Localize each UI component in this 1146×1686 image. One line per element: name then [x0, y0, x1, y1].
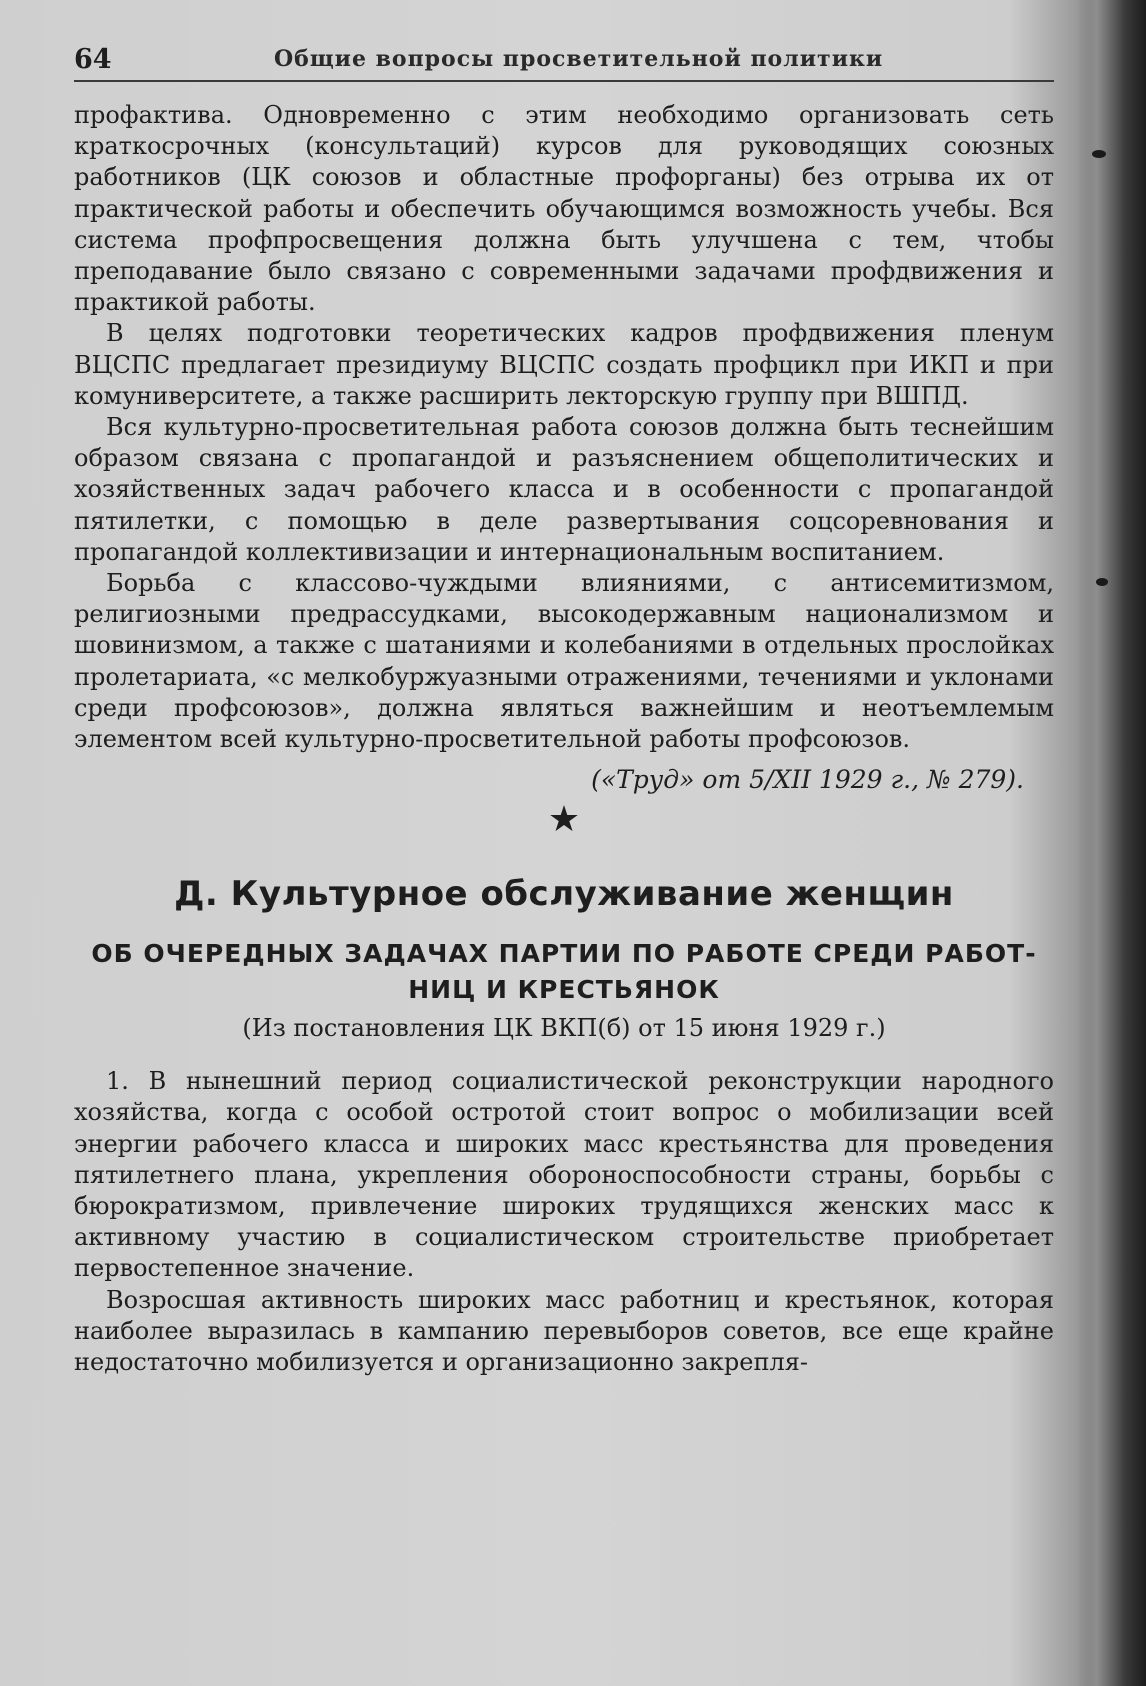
paragraph: Возросшая активность широких масс работниц и крестьянок, которая наиболее выразилась в кампанию перевыборов советов, все еще крайне недостаточно мобилизуется и организационно закрепля- [74, 1285, 1054, 1377]
ink-speck [1096, 578, 1108, 586]
running-head [74, 40, 1054, 82]
section-1-body [74, 100, 1054, 755]
document-subtitle: (Из постановления ЦК ВКП(б) от 15 июня 1929 г.) [242, 1014, 886, 1043]
document-title-line: НИЦ И КРЕСТЬЯНОК [408, 975, 720, 1005]
document-title [74, 936, 1054, 1008]
page-content [74, 40, 1054, 1378]
section-2-body [74, 1066, 1054, 1378]
book-spine-shadow [1076, 0, 1146, 1686]
section-title: Д. Культурное обслуживание женщин [174, 874, 954, 915]
paragraph: Борьба с классово-чуждыми влияниями, с антисемитизмом, религиозными предрассудками, высокодержавным национализмом и шовинизмом, а также с шатаниями и колебаниями в отдельных прослойках пролетариата, «с мелкобуржуазными отражениями, течениями и уклонами среди профсоюзов», должна являться важнейшим и неотъемлемым элементом всей культурно-просветительной работы профсоюзов. [74, 569, 1054, 754]
paragraph: Вся культурно-просветительная работа союзов должна быть теснейшим образом связана с пропагандой и разъяснением общеполитических и хозяйственных задач рабочего класса и в особенности с пропагандой пятилетки, с помощью в деле развертывания соцсоревнования и пропагандой коллективизации и интернациональным воспитанием. [74, 413, 1054, 566]
paragraph: В целях подготовки теоретических кадров профдвижения пленум ВЦСПС предлагает президиуму ВЦСПС создать профцикл при ИКП и при комуниверситете, а также расширить лекторскую группу при ВШПД. [74, 319, 1054, 410]
page-number: 64 [74, 44, 112, 75]
ink-speck [1092, 150, 1106, 158]
star-separator: ★ [547, 799, 581, 841]
source-citation: («Труд» от 5/XII 1929 г., № 279). [591, 765, 1024, 795]
paragraph: профактива. Одновременно с этим необходимо организовать сеть краткосрочных (консультаций) курсов для руководящих союзных работников (ЦК союзов и областные профорганы) без отрыва их от практической работы и обеспечить обучающимся возможность учебы. Вся система профпросвещения должна быть улучшена с тем, чтобы преподавание было связано с современными задачами профдвижения и практикой работы. [74, 101, 1054, 317]
running-title: Общие вопросы просветительной политики [274, 46, 884, 72]
document-title-line: ОБ ОЧЕРЕДНЫХ ЗАДАЧАХ ПАРТИИ ПО РАБОТЕ СРЕДИ РАБОТ- [91, 939, 1037, 969]
paragraph: 1. В нынешний период социалистической реконструкции народного хозяйства, когда с особой остротой стоит вопрос о мобилизации всей энергии рабочего класса и широких масс крестьянства для проведения пятилетнего плана, укрепления обороноспособности страны, борьбы с бюрократизмом, привлечение широких трудящихся женских масс к активному участию в социалистическом строительстве приобретает первостепенное значение. [74, 1067, 1054, 1283]
